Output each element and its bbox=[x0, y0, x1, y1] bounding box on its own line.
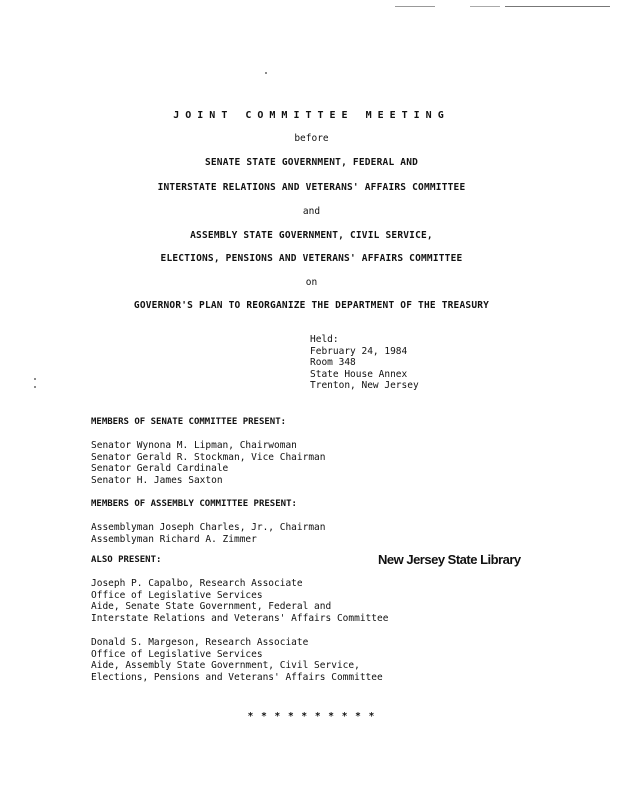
scan-speck bbox=[265, 72, 267, 74]
senate-members-heading: MEMBERS OF SENATE COMMITTEE PRESENT: bbox=[91, 417, 287, 427]
library-stamp: New Jersey State Library bbox=[378, 552, 521, 567]
list-item: Senator H. James Saxton bbox=[91, 474, 223, 486]
list-item: Senator Gerald R. Stockman, Vice Chairman bbox=[91, 451, 326, 463]
staff-block-1 bbox=[91, 578, 388, 624]
before-label: before bbox=[294, 133, 329, 144]
document-title: JOINT COMMITTEE MEETING bbox=[173, 110, 450, 121]
held-block bbox=[310, 334, 419, 392]
scan-artifact bbox=[470, 6, 500, 7]
held-location: Trenton, New Jersey bbox=[310, 380, 419, 391]
held-label: Held: bbox=[310, 334, 339, 345]
assembly-committee-line-1: ASSEMBLY STATE GOVERNMENT, CIVIL SERVICE, bbox=[190, 230, 433, 241]
senate-committee-line-1: SENATE STATE GOVERNMENT, FEDERAL AND bbox=[204, 157, 419, 168]
list-item: Interstate Relations and Veterans' Affairs Committee bbox=[91, 612, 389, 624]
list-item: Joseph P. Capalbo, Research Associate bbox=[91, 578, 303, 589]
held-building: State House Annex bbox=[310, 368, 408, 380]
also-present-heading: ALSO PRESENT: bbox=[91, 555, 162, 565]
assembly-members-heading: MEMBERS OF ASSEMBLY COMMITTEE PRESENT: bbox=[91, 499, 297, 509]
and-label: and bbox=[302, 206, 321, 217]
list-item: Senator Wynona M. Lipman, Chairwoman bbox=[91, 440, 297, 451]
senate-committee-line-2: INTERSTATE RELATIONS AND VETERANS' AFFAIRS COMMITTEE bbox=[157, 182, 466, 193]
list-item: Aide, Senate State Government, Federal and bbox=[91, 601, 332, 612]
list-item: Elections, Pensions and Veterans' Affairs Committee bbox=[91, 671, 383, 683]
list-item: Senator Gerald Cardinale bbox=[91, 463, 229, 474]
held-date: February 24, 1984 bbox=[310, 345, 408, 357]
assembly-members-list bbox=[91, 522, 326, 545]
list-item: Office of Legislative Services bbox=[91, 589, 263, 601]
divider-asterisks: * * * * * * * * * * bbox=[247, 711, 376, 722]
list-item: Donald S. Margeson, Research Associate bbox=[91, 637, 309, 648]
staff-block-2 bbox=[91, 637, 383, 683]
scan-speck bbox=[34, 386, 36, 388]
assembly-committee-line-2: ELECTIONS, PENSIONS AND VETERANS' AFFAIRS COMMITTEE bbox=[160, 253, 463, 264]
list-item: Assemblyman Richard A. Zimmer bbox=[91, 533, 257, 545]
scan-artifact bbox=[505, 6, 610, 7]
held-room: Room 348 bbox=[310, 357, 356, 368]
scan-artifact bbox=[395, 6, 435, 7]
meeting-subject: GOVERNOR'S PLAN TO REORGANIZE THE DEPARTMENT OF THE TREASURY bbox=[133, 300, 490, 311]
scan-speck bbox=[34, 378, 36, 380]
list-item: Assemblyman Joseph Charles, Jr., Chairman bbox=[91, 522, 326, 533]
senate-members-list bbox=[91, 440, 326, 486]
list-item: Office of Legislative Services bbox=[91, 648, 263, 660]
on-label: on bbox=[305, 277, 318, 288]
list-item: Aide, Assembly State Government, Civil Service, bbox=[91, 660, 360, 671]
